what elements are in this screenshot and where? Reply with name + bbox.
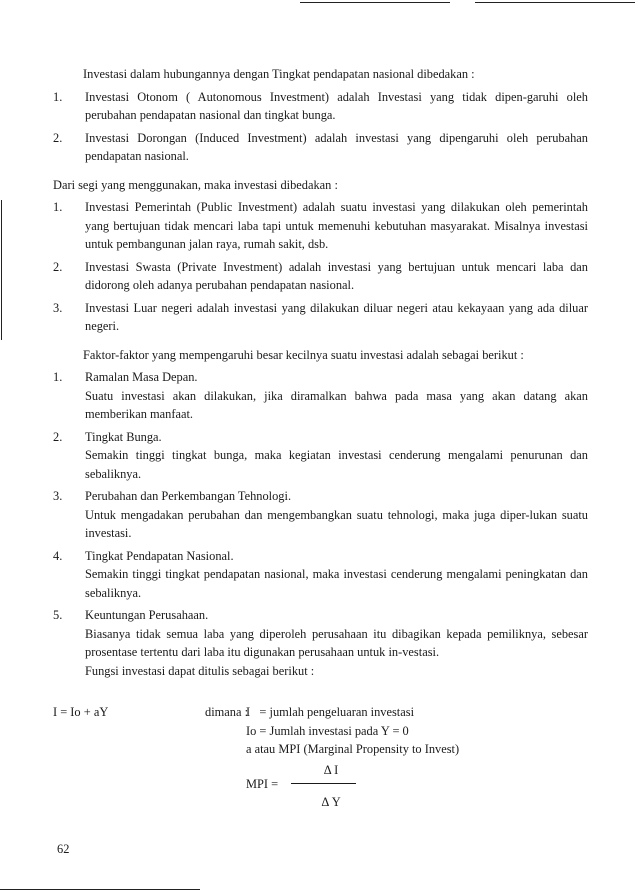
factor-text: Semakin tinggi tingkat bunga, maka kegiatan investasi cenderung mengalami penurunan dan sebaliknya.	[85, 448, 588, 481]
list-text: Investasi Dorongan (Induced Investment) adalah investasi yang dipengaruhi oleh perubahan pendapatan nasional.	[85, 130, 588, 163]
factor-title: Ramalan Masa Depan.	[85, 370, 198, 384]
list-item	[53, 129, 588, 166]
definition-line: Io = Jumlah investasi pada Y = 0	[246, 723, 409, 738]
factor-title: Perubahan dan Perkembangan Tehnologi.	[85, 489, 292, 503]
left-margin-rule	[1, 200, 2, 340]
factor-item	[53, 428, 588, 484]
list-number: 2.	[53, 429, 63, 444]
investment-equation: I = Io + aY	[53, 705, 109, 719]
list-number: 1.	[53, 89, 63, 104]
factor-item	[53, 368, 588, 424]
list-number: 5.	[53, 608, 63, 622]
factor-item	[53, 547, 588, 603]
user-type-list	[53, 198, 588, 336]
page-number: 62	[57, 842, 70, 856]
factor-text: Semakin tinggi tingkat pendapatan nasional, maka investasi cenderung mengalami peningkatan dan sebaliknya.	[85, 567, 588, 600]
fungsi-line: Fungsi investasi dapat ditulis sebagai berikut :	[85, 663, 315, 678]
list-number: 3.	[53, 489, 63, 503]
mpi-label: MPI =	[246, 777, 279, 791]
factors-list	[53, 368, 588, 662]
fraction-denominator: Δ Y	[321, 795, 341, 809]
factor-title: Tingkat Pendapatan Nasional.	[85, 548, 234, 563]
definition-line: a atau MPI (Marginal Propensity to Invest)	[246, 742, 460, 756]
user-intro-paragraph: Dari segi yang menggunakan, maka investasi dibedakan :	[53, 177, 338, 192]
top-rule-left	[300, 2, 450, 3]
list-text: Investasi Pemerintah (Public Investment) adalah suatu investasi yang dilakukan oleh pemerintah yang bertujuan tidak mencari laba tapi untuk memenuhi kebutuhan masyarakat. Misalnya investasi untuk pembangunan jalan raya, rumah sakit, dsb.	[85, 200, 588, 251]
list-number: 3.	[53, 300, 63, 315]
factor-text: Suatu investasi akan dilakukan, jika diramalkan bahwa pada masa yang akan datang akan memberikan manfaat.	[85, 388, 588, 421]
list-item	[53, 258, 588, 295]
factors-intro-paragraph: Faktor-faktor yang mempengaruhi besar kecilnya suatu investasi adalah sebagai berikut :	[83, 347, 524, 362]
list-item	[53, 299, 588, 336]
fraction-numerator: Δ I	[323, 763, 339, 777]
dimana-label: dimana :	[205, 705, 249, 719]
list-number: 4.	[53, 548, 63, 563]
factor-item	[53, 487, 588, 543]
fraction-bar	[291, 783, 356, 784]
investment-type-list	[53, 88, 588, 166]
bottom-rule	[0, 889, 200, 890]
list-text: Investasi Swasta (Private Investment) adalah investasi yang bertujuan untuk mencari laba dan didorong oleh adanya perubahan pendapatan nasional.	[85, 259, 588, 292]
list-item	[53, 88, 588, 125]
factor-title: Tingkat Bunga.	[85, 429, 162, 444]
intro-paragraph: Investasi dalam hubungannya dengan Tingkat pendapatan nasional dibedakan :	[83, 67, 475, 81]
top-rule-right	[475, 2, 635, 3]
factor-text: Untuk mengadakan perubahan dan mengembangkan suatu tehnologi, maka juga diper-lukan suatu investasi.	[85, 507, 588, 540]
list-number: 1.	[53, 370, 63, 384]
list-number: 2.	[53, 130, 63, 145]
list-number: 2.	[53, 259, 63, 274]
formula-definitions	[246, 703, 459, 759]
factor-title: Keuntungan Perusahaan.	[85, 608, 209, 622]
page-body	[53, 65, 588, 680]
list-text: Investasi Otonom ( Autonomous Investment) adalah Investasi yang tidak dipen-garuhi oleh perubahan pendapatan nasional dan tingkat bunga.	[85, 89, 588, 122]
factor-text: Biasanya tidak semua laba yang diperoleh perusahaan itu dibagikan kepada pemiliknya, sebesar prosentase tertentu dari laba itu digunakan perusahaan untuk in-vestasi.	[85, 626, 588, 659]
factor-item	[53, 606, 588, 662]
list-text: Investasi Luar negeri adalah investasi yang dilakukan diluar negeri atau kekayaan yang ada diluar negeri.	[85, 300, 588, 333]
list-item	[53, 198, 588, 254]
list-number: 1.	[53, 200, 63, 214]
definition-line: I = jumlah pengeluaran investasi	[246, 705, 415, 719]
